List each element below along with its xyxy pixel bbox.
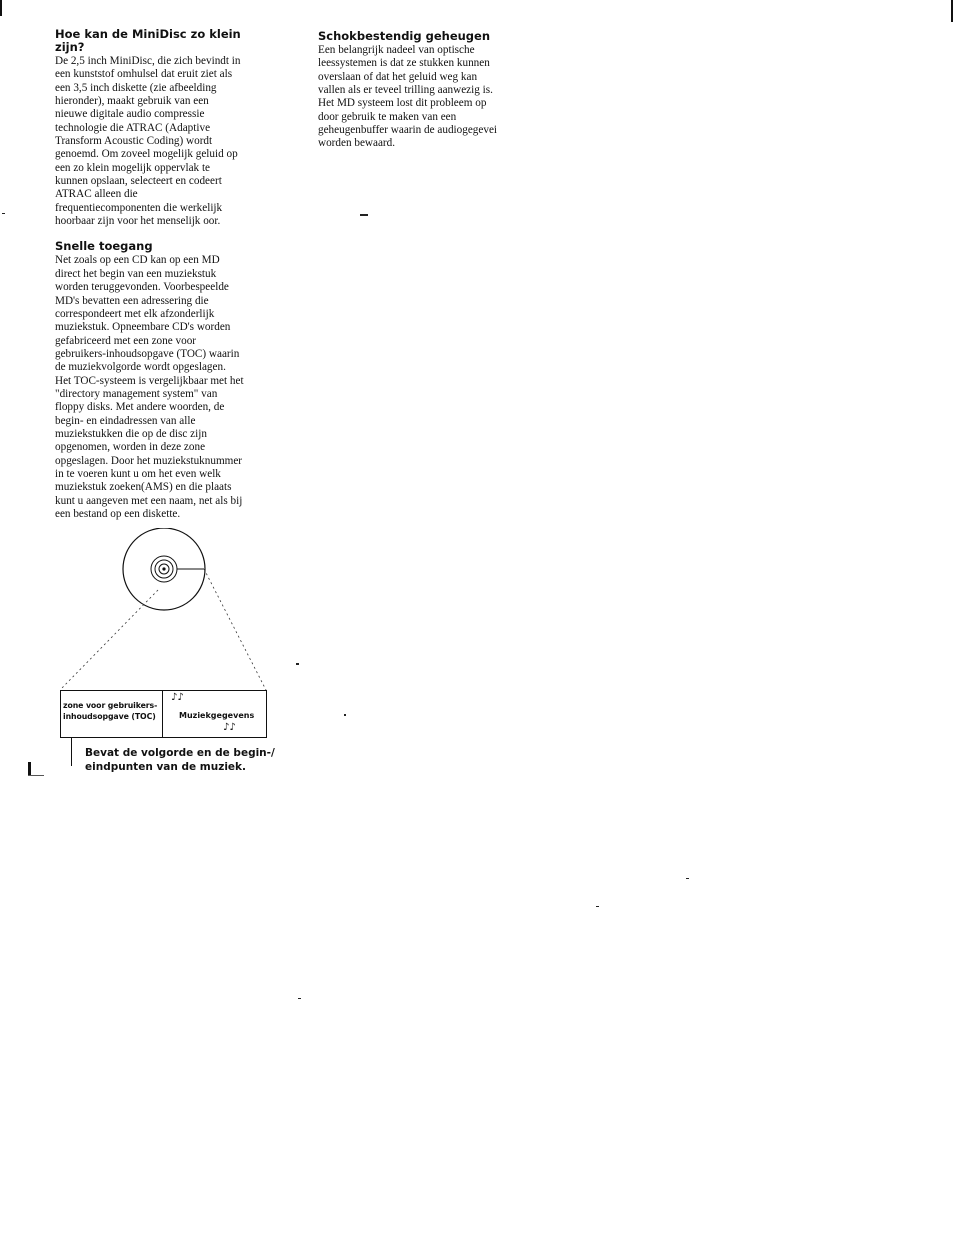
text-line: hieronder), maakt gebruik van een (55, 95, 209, 108)
scan-speck (2, 213, 5, 214)
text-line: in te voeren kunt u om het even welk (55, 467, 221, 480)
figure-caption (85, 746, 285, 774)
scan-corner-mark (28, 762, 31, 776)
text-line: opgenomen, worden in deze zone (55, 441, 206, 454)
toc-label-line: inhoudsopgave (TOC) (63, 712, 156, 721)
text-line: nieuwe digitale audio compressie (55, 108, 205, 121)
text-line: Net zoals op een CD kan op een MD (55, 254, 220, 267)
caption-line: Bevat de volgorde en de begin-/ (85, 747, 275, 759)
section-geheugen-heading: Schokbestendig geheugen (318, 29, 491, 43)
section-minidisc (55, 28, 290, 228)
scan-speck (296, 663, 299, 665)
disc-zone-table (60, 690, 267, 738)
right-column (318, 30, 543, 151)
zoom-line-right (204, 569, 266, 690)
text-line: de muziekvolgorde wordt opgeslagen. (55, 361, 226, 374)
music-data-cell (163, 691, 266, 737)
section-geheugen-body (318, 44, 543, 151)
music-data-label: Muziekgegevens (179, 711, 255, 720)
text-line: hoorbaar zijn voor het menselijk oor. (55, 215, 221, 228)
section-toegang-heading: Snelle toegang (55, 239, 153, 254)
text-line: Het TOC-systeem is vergelijkbaar met het (55, 374, 244, 387)
caption-line: eindpunten van de muziek. (85, 761, 247, 773)
text-line: vallen als er teveel trilling aanwezig is. (318, 84, 493, 97)
toc-label-line: zone voor gebruikers- (63, 701, 158, 710)
section-minidisc-body (55, 55, 290, 228)
caption-leader-line (71, 738, 72, 766)
text-line: een 3,5 inch diskette (zie afbeelding (55, 81, 217, 94)
text-line: Het MD systeem lost dit probleem op (318, 97, 487, 110)
text-line: worden bewaard. (318, 137, 396, 150)
text-line: muziekstukken die op de disc zijn (55, 427, 207, 440)
scan-speck (298, 998, 301, 999)
text-line: Transform Acoustic Coding) wordt (55, 135, 213, 148)
section-minidisc-heading (55, 28, 290, 54)
scan-speck (360, 214, 368, 216)
text-line: gebruikers-inhoudsopgave (TOC) waarin (55, 347, 240, 360)
text-line: een kunststof omhulsel dat eruit ziet als (55, 68, 233, 81)
text-line: correspondeert met elk afzonderlijk (55, 307, 215, 320)
text-line: Een belangrijk nadeel van optische (318, 44, 475, 56)
toc-zone-cell (61, 691, 163, 737)
text-line: geheugenbuffer waarin de audiogegevei (318, 124, 498, 137)
text-line: overslaan of dat het geluid weg kan (318, 70, 478, 83)
text-line: worden teruggevonden. Voorbespeelde (55, 281, 229, 294)
text-line: frequentiecomponenten die werkelijk (55, 201, 223, 214)
text-line: opgeslagen. Door het muziekstuknummer (55, 454, 243, 467)
music-notes-icon: ♪♪ (223, 722, 236, 733)
scan-speck (596, 906, 599, 907)
zoom-line-left (60, 590, 158, 690)
scan-speck (344, 714, 346, 716)
scan-edge-mark-left (0, 0, 2, 16)
heading-line: zijn? (55, 40, 85, 54)
text-line: floppy disks. Met andere woorden, de (55, 401, 225, 414)
text-line: ATRAC alleen die (55, 188, 138, 201)
text-line: technologie die ATRAC (Adaptive (55, 121, 211, 134)
text-line: direct het begin van een muziekstuk (55, 267, 217, 280)
section-toegang-body (55, 254, 290, 521)
text-line: begin- en eindadressen van alle (55, 414, 196, 427)
scan-corner-mark (28, 775, 44, 776)
text-line: gefabriceerd met een zone voor (55, 334, 197, 347)
disc-spindle-hole (162, 567, 165, 570)
section-snelle-toegang (55, 240, 290, 521)
scan-edge-mark-right (951, 0, 953, 22)
music-notes-icon: ♪♪ (171, 692, 184, 703)
text-line: MD's bevatten een adressering die (55, 294, 209, 307)
text-line: muziekstuk. Opneembare CD's worden (55, 321, 231, 334)
left-column (55, 28, 290, 521)
text-line: door gebruik te maken van een (318, 110, 457, 123)
text-line: muziekstuk zoeken(AMS) en die plaats (55, 481, 232, 494)
section-schokbestendig (318, 30, 543, 151)
text-line: kunt u aangeven met een naam, net als bij (55, 494, 243, 507)
text-line: een bestand op een diskette. (55, 508, 181, 520)
text-line: genoemd. Om zoveel mogelijk geluid op (55, 148, 238, 161)
scan-speck (686, 878, 689, 879)
heading-line: Hoe kan de MiniDisc zo klein (55, 27, 241, 41)
text-line: kunnen opslaan, selecteert en codeert (55, 175, 222, 188)
text-line: "directory management system" van (55, 387, 218, 400)
text-line: een zo klein mogelijk oppervlak te (55, 161, 211, 174)
text-line: De 2,5 inch MiniDisc, die zich bevindt in (55, 55, 241, 67)
text-line: leessystemen is dat ze stukken kunnen (318, 57, 490, 70)
